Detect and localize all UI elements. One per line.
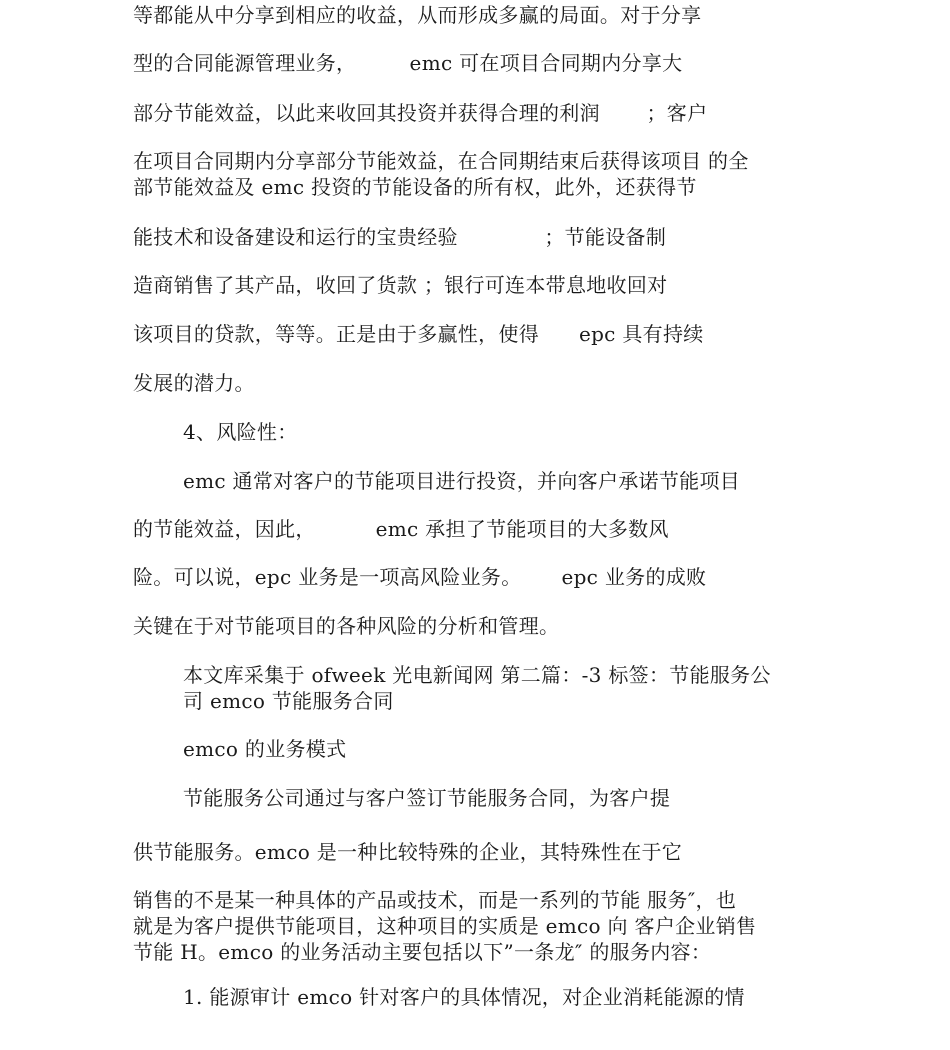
section-heading: 4、风险性： xyxy=(183,420,298,444)
paragraph-line: 部节能效益及 emc 投资的节能设备的所有权，此外，还获得节 xyxy=(133,175,697,199)
paragraph-line: emc 通常对客户的节能项目进行投资，并向客户承诺节能项目 xyxy=(183,469,741,493)
paragraph-line: 险。可以说，epc 业务是一项高风险业务。 epc 业务的成败 xyxy=(133,565,707,589)
paragraph-line: 造商销售了其产品，收回了货款 ；银行可连本带息地收回对 xyxy=(133,273,668,297)
source-note-line: 本文库采集于 ofweek 光电新闻网 第二篇：-3 标签：节能服务公 xyxy=(183,663,771,687)
paragraph-line: 节能服务公司通过与客户签订节能服务合同，为客户提 xyxy=(183,786,671,810)
paragraph-line: 发展的潜力。 xyxy=(133,371,255,395)
paragraph-line: 在项目合同期内分享部分节能效益，在合同期结束后获得该项目 的全 xyxy=(133,149,749,173)
paragraph-line: 能技术和设备建设和运行的宝贵经验 ；节能设备制 xyxy=(133,225,667,249)
paragraph-line: 部分节能效益，以此来收回其投资并获得合理的利润 ；客户 xyxy=(133,101,708,125)
paragraph-line: 关键在于对节能项目的各种风险的分析和管理。 xyxy=(133,614,560,638)
paragraph-line: 型的合同能源管理业务， emc 可在项目合同期内分享大 xyxy=(133,51,683,75)
paragraph-line: 销售的不是某一种具体的产品或技术，而是一系列的节能 服务″，也 xyxy=(133,888,737,912)
list-item-line: 1. 能源审计 emco 针对客户的具体情况，对企业消耗能源的情 xyxy=(183,985,745,1009)
paragraph-line: 该项目的贷款，等等。正是由于多赢性，使得 epc 具有持续 xyxy=(133,322,704,346)
paragraph-line: 供节能服务。emco 是一种比较特殊的企业，其特殊性在于它 xyxy=(133,840,683,864)
section-heading: emco 的业务模式 xyxy=(183,737,347,761)
source-note-line: 司 emco 节能服务合同 xyxy=(183,689,394,713)
paragraph-line: 等都能从中分享到相应的收益，从而形成多赢的局面。对于分享 xyxy=(133,3,702,27)
paragraph-line: 的节能效益，因此， emc 承担了节能项目的大多数风 xyxy=(133,517,669,541)
paragraph-line: 节能 H。emco 的业务活动主要包括以下”一条龙″ 的服务内容： xyxy=(133,940,712,964)
paragraph-line: 就是为客户提供节能项目，这种项目的实质是 emco 向 客户企业销售 xyxy=(133,914,757,938)
